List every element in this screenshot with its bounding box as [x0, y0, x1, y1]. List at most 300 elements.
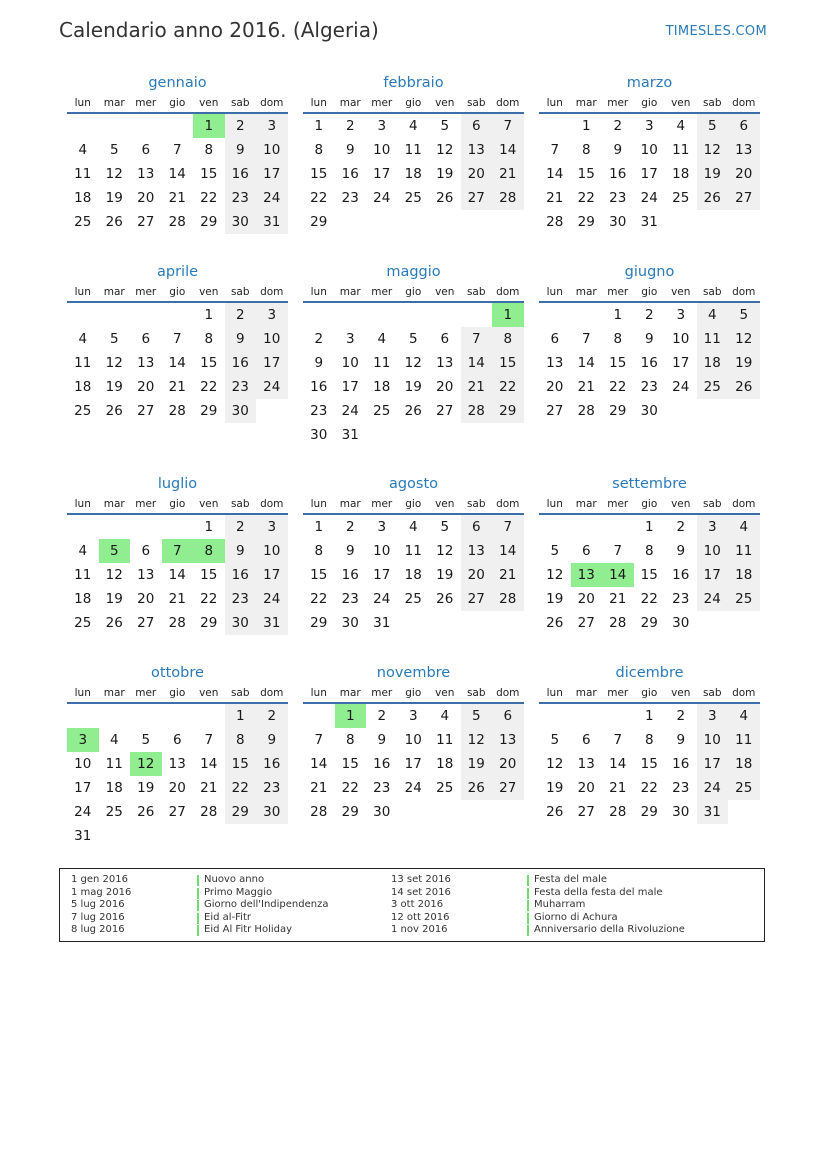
- day-cell: 22: [200, 591, 218, 607]
- day-cell: 4: [728, 704, 760, 728]
- day-cell: 28: [168, 214, 186, 230]
- day-cell: 16: [341, 166, 359, 182]
- day-cell: 13: [461, 539, 493, 563]
- weekday-header: lun: [303, 684, 335, 704]
- weekday-header: lun: [67, 283, 99, 303]
- day-cell: 26: [436, 190, 454, 206]
- month-maggio: [303, 261, 524, 447]
- legend-holiday-label: Anniversario della Rivoluzione: [534, 924, 685, 935]
- day-cell: 28: [310, 804, 328, 820]
- holiday-day-cell: 13: [571, 563, 603, 587]
- month-grid: [303, 495, 524, 635]
- day-cell: 2: [225, 114, 257, 138]
- day-cell: 16: [225, 563, 257, 587]
- day-cell: 24: [373, 190, 391, 206]
- day-cell: 15: [225, 752, 257, 776]
- weekday-header: gio: [162, 283, 194, 303]
- day-cell: 4: [78, 331, 88, 347]
- month-febbraio: [303, 72, 524, 234]
- day-cell: 7: [492, 515, 524, 539]
- day-cell: 13: [137, 567, 155, 583]
- day-cell: 17: [640, 166, 658, 182]
- brand-link[interactable]: TIMESLES.COM: [665, 24, 767, 39]
- day-cell: 16: [225, 351, 257, 375]
- weekday-header: mar: [571, 684, 603, 704]
- legend-holiday-label: Primo Maggio: [204, 886, 273, 898]
- month-agosto: [303, 473, 524, 635]
- day-cell: 22: [492, 375, 524, 399]
- weekday-header: lun: [539, 495, 571, 515]
- day-cell: 1: [204, 519, 214, 535]
- weekday-header: mer: [130, 495, 162, 515]
- empty-cell: [99, 515, 131, 539]
- day-cell: 6: [581, 543, 591, 559]
- day-cell: 26: [546, 804, 564, 820]
- day-cell: 31: [341, 427, 359, 443]
- day-cell: 10: [373, 543, 391, 559]
- weekday-header: mer: [602, 495, 634, 515]
- day-cell: 11: [672, 142, 690, 158]
- day-cell: 10: [256, 539, 288, 563]
- day-cell: 27: [168, 804, 186, 820]
- empty-cell: [539, 704, 571, 728]
- legend-holiday-label: Nuovo anno: [204, 874, 265, 885]
- day-cell: 22: [200, 379, 218, 395]
- holiday-day-cell: 1: [492, 303, 524, 327]
- day-cell: 9: [676, 543, 686, 559]
- weekday-header: gio: [398, 94, 430, 114]
- empty-cell: [303, 303, 335, 327]
- day-cell: 5: [550, 732, 560, 748]
- day-cell: 7: [172, 331, 182, 347]
- day-cell: 27: [461, 186, 493, 210]
- day-cell: 20: [577, 780, 595, 796]
- day-cell: 30: [609, 214, 627, 230]
- day-cell: 2: [345, 519, 355, 535]
- day-cell: 9: [225, 327, 257, 351]
- empty-cell: [130, 515, 162, 539]
- weekday-header: mar: [335, 283, 367, 303]
- day-cell: 25: [672, 190, 690, 206]
- day-cell: 2: [676, 519, 686, 535]
- day-cell: 28: [609, 804, 627, 820]
- day-cell: 9: [377, 732, 387, 748]
- empty-cell: [99, 303, 131, 327]
- day-cell: 28: [200, 804, 218, 820]
- day-cell: 25: [74, 214, 92, 230]
- day-cell: 27: [137, 214, 155, 230]
- legend-color-marker: [527, 913, 529, 924]
- day-cell: 5: [697, 114, 729, 138]
- weekday-header: gio: [634, 283, 666, 303]
- weekday-header: dom: [728, 495, 760, 515]
- weekday-header: sab: [697, 94, 729, 114]
- day-cell: 10: [256, 327, 288, 351]
- day-cell: 5: [109, 142, 119, 158]
- weekday-header: gio: [162, 94, 194, 114]
- holiday-day-cell: 3: [67, 728, 99, 752]
- day-cell: 29: [200, 615, 218, 631]
- month-gennaio: [67, 72, 288, 234]
- day-cell: 27: [728, 186, 760, 210]
- weekday-header: gio: [162, 684, 194, 704]
- day-cell: 8: [345, 732, 355, 748]
- weekday-header: ven: [193, 495, 225, 515]
- day-cell: 16: [310, 379, 328, 395]
- day-cell: 7: [314, 732, 324, 748]
- day-cell: 16: [373, 756, 391, 772]
- day-cell: 3: [377, 118, 387, 134]
- legend-date: 14 set 2016: [391, 886, 451, 898]
- legend-color-marker: [527, 875, 529, 886]
- month-name: ottobre: [151, 665, 204, 681]
- month-grid: [303, 94, 524, 234]
- day-cell: 7: [613, 543, 623, 559]
- day-cell: 28: [492, 587, 524, 611]
- day-cell: 20: [461, 563, 493, 587]
- weekday-header: mar: [335, 94, 367, 114]
- empty-cell: [99, 114, 131, 138]
- holiday-day-cell: 14: [602, 563, 634, 587]
- weekday-header: sab: [225, 283, 257, 303]
- day-cell: 4: [728, 515, 760, 539]
- legend-holiday-name: [527, 899, 685, 912]
- weekday-header: ven: [665, 283, 697, 303]
- day-cell: 29: [577, 214, 595, 230]
- day-cell: 25: [74, 403, 92, 419]
- month-name: gennaio: [148, 75, 207, 91]
- day-cell: 24: [640, 190, 658, 206]
- day-cell: 31: [640, 214, 658, 230]
- month-grid: [539, 283, 760, 423]
- day-cell: 9: [225, 138, 257, 162]
- weekday-header: ven: [665, 684, 697, 704]
- month-grid: [303, 283, 524, 447]
- day-cell: 24: [404, 780, 422, 796]
- day-cell: 9: [256, 728, 288, 752]
- day-cell: 24: [697, 587, 729, 611]
- holiday-day-cell: 12: [130, 752, 162, 776]
- day-cell: 14: [168, 567, 186, 583]
- empty-cell: [335, 303, 367, 327]
- day-cell: 8: [644, 543, 654, 559]
- day-cell: 3: [345, 331, 355, 347]
- day-cell: 6: [581, 732, 591, 748]
- day-cell: 24: [256, 186, 288, 210]
- day-cell: 19: [546, 591, 564, 607]
- day-cell: 7: [581, 331, 591, 347]
- day-cell: 21: [609, 780, 627, 796]
- holiday-legend: [59, 868, 765, 942]
- empty-cell: [303, 704, 335, 728]
- month-name: dicembre: [615, 665, 684, 681]
- weekday-header: lun: [303, 94, 335, 114]
- weekday-header: mar: [99, 495, 131, 515]
- day-cell: 10: [341, 355, 359, 371]
- day-cell: 20: [577, 591, 595, 607]
- weekday-header: lun: [539, 684, 571, 704]
- day-cell: 8: [613, 331, 623, 347]
- day-cell: 14: [577, 355, 595, 371]
- day-cell: 30: [225, 210, 257, 234]
- day-cell: 21: [168, 190, 186, 206]
- day-cell: 18: [697, 351, 729, 375]
- day-cell: 8: [492, 327, 524, 351]
- day-cell: 22: [341, 780, 359, 796]
- day-cell: 20: [461, 162, 493, 186]
- day-cell: 11: [404, 543, 422, 559]
- day-cell: 25: [728, 776, 760, 800]
- weekday-header: mar: [335, 684, 367, 704]
- month-grid: [67, 283, 288, 423]
- day-cell: 29: [200, 214, 218, 230]
- day-cell: 5: [728, 303, 760, 327]
- weekday-header: dom: [492, 283, 524, 303]
- day-cell: 18: [728, 752, 760, 776]
- day-cell: 1: [581, 118, 591, 134]
- day-cell: 15: [640, 756, 658, 772]
- day-cell: 6: [141, 331, 151, 347]
- legend-dates-left: [71, 874, 131, 937]
- day-cell: 29: [341, 804, 359, 820]
- day-cell: 6: [461, 114, 493, 138]
- day-cell: 29: [225, 800, 257, 824]
- day-cell: 1: [644, 708, 654, 724]
- day-cell: 9: [345, 142, 355, 158]
- day-cell: 1: [314, 519, 324, 535]
- day-cell: 17: [74, 780, 92, 796]
- day-cell: 27: [461, 587, 493, 611]
- day-cell: 12: [461, 728, 493, 752]
- day-cell: 21: [577, 379, 595, 395]
- day-cell: 5: [440, 519, 450, 535]
- day-cell: 7: [461, 327, 493, 351]
- day-cell: 1: [644, 519, 654, 535]
- legend-holiday-label: Festa della festa del male: [534, 886, 663, 898]
- day-cell: 19: [436, 567, 454, 583]
- day-cell: 4: [377, 331, 387, 347]
- month-ottobre: [67, 662, 288, 848]
- day-cell: 25: [74, 615, 92, 631]
- day-cell: 19: [137, 780, 155, 796]
- month-name: novembre: [376, 665, 451, 681]
- day-cell: 15: [609, 355, 627, 371]
- month-grid: [67, 684, 288, 848]
- day-cell: 31: [256, 210, 288, 234]
- day-cell: 23: [341, 190, 359, 206]
- day-cell: 13: [577, 756, 595, 772]
- legend-date: 8 lug 2016: [71, 924, 125, 935]
- empty-cell: [461, 303, 493, 327]
- weekday-header: lun: [539, 94, 571, 114]
- legend-color-marker: [527, 900, 529, 911]
- weekday-header: sab: [461, 684, 493, 704]
- day-cell: 11: [404, 142, 422, 158]
- day-cell: 15: [200, 355, 218, 371]
- legend-holiday-name: [197, 912, 329, 925]
- day-cell: 11: [728, 728, 760, 752]
- day-cell: 18: [728, 563, 760, 587]
- day-cell: 8: [314, 142, 324, 158]
- legend-color-marker: [197, 913, 199, 924]
- empty-cell: [398, 303, 430, 327]
- day-cell: 31: [373, 615, 391, 631]
- weekday-header: mer: [366, 684, 398, 704]
- day-cell: 23: [256, 776, 288, 800]
- month-name: febbraio: [383, 75, 444, 91]
- day-cell: 8: [204, 142, 214, 158]
- day-cell: 19: [404, 379, 422, 395]
- holiday-day-cell: 1: [335, 704, 367, 728]
- month-settembre: [539, 473, 760, 635]
- day-cell: 30: [310, 427, 328, 443]
- legend-date: 5 lug 2016: [71, 899, 125, 910]
- day-cell: 21: [609, 591, 627, 607]
- day-cell: 23: [225, 375, 257, 399]
- day-cell: 26: [105, 403, 123, 419]
- day-cell: 18: [373, 379, 391, 395]
- month-grid: [539, 495, 760, 635]
- weekday-header: gio: [398, 495, 430, 515]
- weekday-header: sab: [461, 94, 493, 114]
- legend-date: 3 ott 2016: [391, 899, 444, 910]
- legend-holiday-name: [527, 924, 685, 937]
- weekday-header: gio: [162, 495, 194, 515]
- legend-holiday-label: Giorno di Achura: [534, 911, 618, 923]
- day-cell: 9: [676, 732, 686, 748]
- weekday-header: ven: [665, 495, 697, 515]
- day-cell: 23: [672, 591, 690, 607]
- day-cell: 15: [200, 567, 218, 583]
- day-cell: 13: [728, 138, 760, 162]
- day-cell: 25: [373, 403, 391, 419]
- day-cell: 2: [345, 118, 355, 134]
- day-cell: 19: [461, 752, 493, 776]
- day-cell: 29: [640, 804, 658, 820]
- day-cell: 13: [546, 355, 564, 371]
- weekday-header: sab: [225, 684, 257, 704]
- day-cell: 12: [404, 355, 422, 371]
- day-cell: 7: [613, 732, 623, 748]
- legend-holiday-label: Giorno dell'Indipendenza: [204, 899, 329, 910]
- empty-cell: [130, 704, 162, 728]
- day-cell: 8: [581, 142, 591, 158]
- empty-cell: [67, 303, 99, 327]
- day-cell: 28: [577, 403, 595, 419]
- day-cell: 6: [550, 331, 560, 347]
- empty-cell: [571, 303, 603, 327]
- weekday-header: lun: [303, 283, 335, 303]
- month-name: giugno: [624, 264, 675, 280]
- day-cell: 2: [644, 307, 654, 323]
- empty-cell: [571, 515, 603, 539]
- day-cell: 12: [728, 327, 760, 351]
- day-cell: 12: [436, 543, 454, 559]
- day-cell: 31: [256, 611, 288, 635]
- day-cell: 12: [105, 567, 123, 583]
- day-cell: 5: [408, 331, 418, 347]
- legend-holiday-name: [197, 899, 329, 912]
- day-cell: 7: [204, 732, 214, 748]
- day-cell: 10: [404, 732, 422, 748]
- day-cell: 18: [74, 591, 92, 607]
- day-cell: 16: [640, 355, 658, 371]
- day-cell: 3: [256, 114, 288, 138]
- day-cell: 13: [137, 166, 155, 182]
- weekday-header: mer: [366, 283, 398, 303]
- legend-holiday-name: [197, 887, 329, 900]
- month-aprile: [67, 261, 288, 423]
- legend-color-marker: [197, 925, 199, 936]
- day-cell: 10: [697, 728, 729, 752]
- day-cell: 21: [168, 379, 186, 395]
- day-cell: 23: [373, 780, 391, 796]
- day-cell: 15: [577, 166, 595, 182]
- page-title: Calendario anno 2016. (Algeria): [59, 18, 379, 42]
- day-cell: 5: [461, 704, 493, 728]
- day-cell: 23: [225, 186, 257, 210]
- day-cell: 1: [613, 307, 623, 323]
- weekday-header: gio: [398, 283, 430, 303]
- day-cell: 14: [461, 351, 493, 375]
- empty-cell: [429, 303, 461, 327]
- day-cell: 27: [577, 615, 595, 631]
- day-cell: 12: [105, 166, 123, 182]
- weekday-header: gio: [398, 684, 430, 704]
- day-cell: 14: [168, 166, 186, 182]
- day-cell: 23: [640, 379, 658, 395]
- day-cell: 14: [168, 355, 186, 371]
- day-cell: 18: [105, 780, 123, 796]
- day-cell: 21: [310, 780, 328, 796]
- day-cell: 14: [492, 138, 524, 162]
- weekday-header: mar: [571, 495, 603, 515]
- empty-cell: [162, 704, 194, 728]
- day-cell: 26: [137, 804, 155, 820]
- day-cell: 14: [200, 756, 218, 772]
- legend-holiday-name: [197, 874, 329, 887]
- day-cell: 24: [256, 375, 288, 399]
- day-cell: 4: [697, 303, 729, 327]
- day-cell: 21: [461, 375, 493, 399]
- day-cell: 26: [105, 214, 123, 230]
- day-cell: 27: [436, 403, 454, 419]
- weekday-header: mer: [366, 495, 398, 515]
- day-cell: 3: [377, 519, 387, 535]
- day-cell: 17: [697, 563, 729, 587]
- month-novembre: [303, 662, 524, 824]
- day-cell: 18: [404, 567, 422, 583]
- weekday-header: sab: [461, 283, 493, 303]
- day-cell: 17: [373, 166, 391, 182]
- day-cell: 19: [105, 379, 123, 395]
- day-cell: 11: [74, 355, 92, 371]
- weekday-header: mer: [130, 283, 162, 303]
- empty-cell: [539, 303, 571, 327]
- day-cell: 30: [672, 804, 690, 820]
- weekday-header: mer: [602, 283, 634, 303]
- day-cell: 20: [728, 162, 760, 186]
- day-cell: 23: [310, 403, 328, 419]
- day-cell: 17: [373, 567, 391, 583]
- day-cell: 25: [105, 804, 123, 820]
- day-cell: 6: [461, 515, 493, 539]
- weekday-header: dom: [728, 283, 760, 303]
- legend-dates-right: [391, 874, 451, 937]
- day-cell: 25: [404, 591, 422, 607]
- day-cell: 24: [373, 591, 391, 607]
- day-cell: 5: [440, 118, 450, 134]
